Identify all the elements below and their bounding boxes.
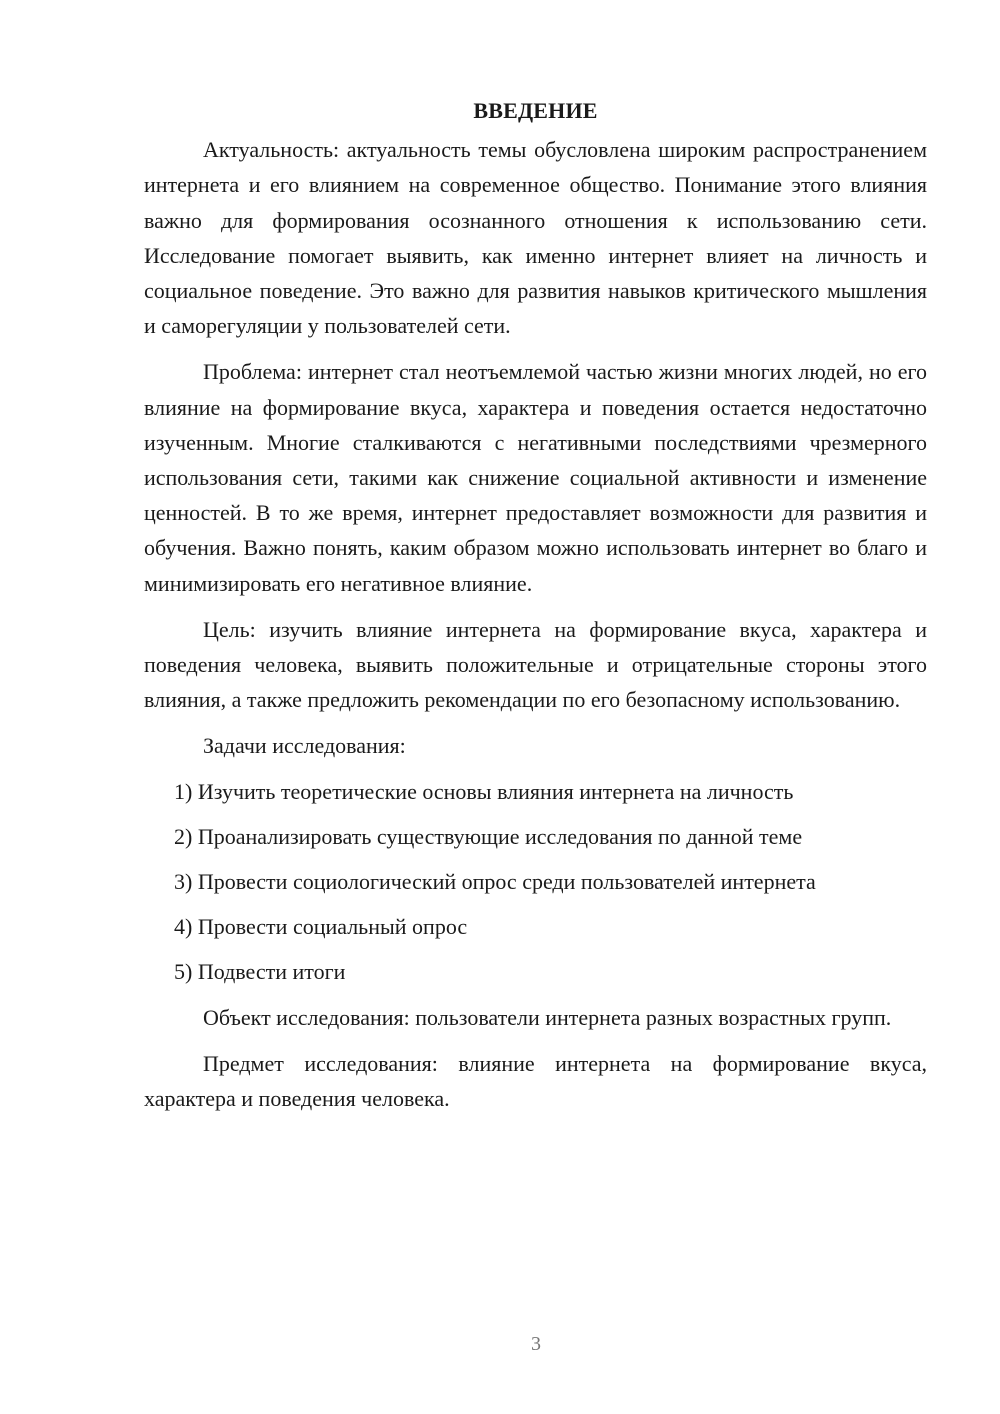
task-item: 2) Проанализировать существующие исследования по данной теме [174,823,803,849]
paragraph-relevance: Актуальность: актуальность темы обусловлена широким распространением интернета и его влиянием на современное общество. Понимание этого влияния важно для формирования осознанного отношения к использованию сети. Исследование помогает выявить, как именно интернет влияет на личность и социальное поведение. Это важно для развития навыков критического мышления и саморегуляции у пользователей сети. [144,137,927,339]
task-item: 5) Подвести итоги [174,959,346,985]
paragraph-goal: Цель: изучить влияние интернета на формирование вкуса, характера и поведения человека, выявить положительные и отрицательные стороны этого влияния, а также предложить рекомендации по его безопасному использованию. [144,616,927,713]
task-item: 4) Провести социальный опрос [174,914,468,940]
paragraph-object: Объект исследования: пользователи интернета разных возрастных групп. [203,1004,892,1030]
page-content [144,93,927,1127]
task-item: 1) Изучить теоретические основы влияния интернета на личность [174,778,794,804]
tasks-heading: Задачи исследования: [203,733,406,759]
page-number: 3 [531,1333,541,1355]
page-title: ВВЕДЕНИЕ [473,98,598,123]
paragraph-subject: Предмет исследования: влияние интернета на формирование вкуса, характера и поведения человека. [144,1050,927,1112]
paragraph-problem: Проблема: интернет стал неотъемлемой частью жизни многих людей, но его влияние на формирование вкуса, характера и поведения остается недостаточно изученным. Многие сталкиваются с негативными последствиями чрезмерного использования сети, такими как снижение социальной активности и изменение ценностей. В то же время, интернет предоставляет возможности для развития и обучения. Важно понять, каким образом можно использовать интернет во благо и минимизировать его негативное влияние. [144,359,927,596]
task-item: 3) Провести социологический опрос среди пользователей интернета [174,869,816,895]
